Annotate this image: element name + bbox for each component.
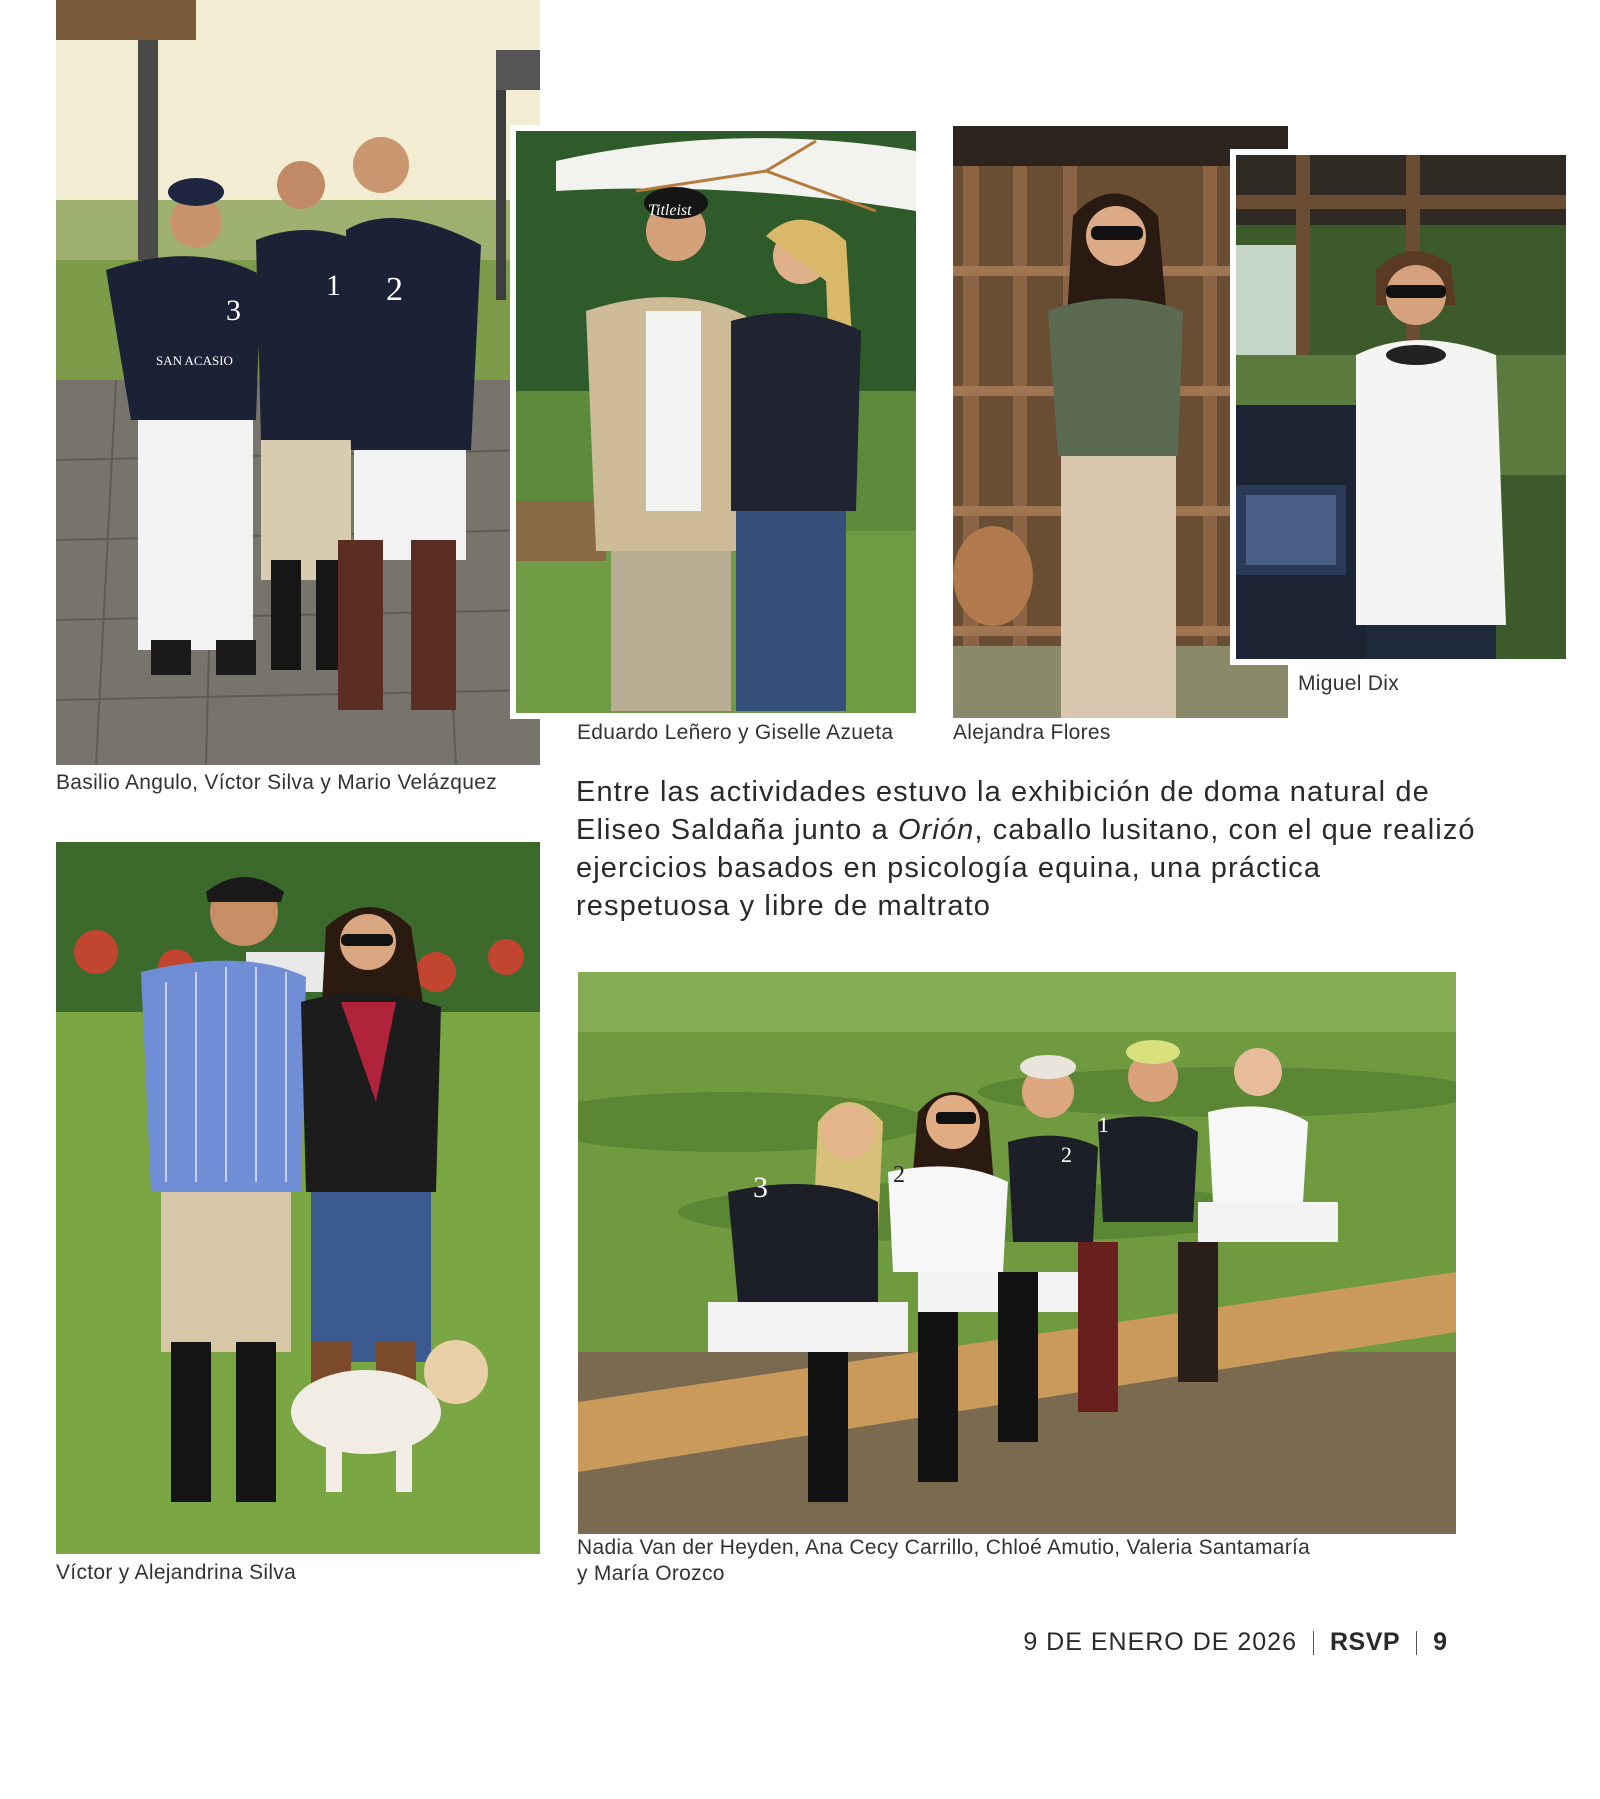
issue-date: 9 DE ENERO DE 2026 xyxy=(1023,1628,1297,1656)
caption-eduardo: Eduardo Leñero y Giselle Azueta xyxy=(577,721,894,744)
footer-divider xyxy=(1313,1631,1314,1655)
photo-five-women xyxy=(578,972,1456,1534)
cap-brand: Titleist xyxy=(648,202,692,219)
svg-text:2: 2 xyxy=(893,1162,905,1188)
magazine-brand: RSVP xyxy=(1330,1628,1401,1656)
photo-couple-with-dog xyxy=(56,842,540,1554)
page-footer xyxy=(1023,1628,1448,1657)
photo-polo-players-trio xyxy=(56,0,540,765)
jersey-number: 3 xyxy=(226,294,241,327)
caption-alejandra: Alejandra Flores xyxy=(953,721,1111,744)
photo-dj xyxy=(1236,155,1566,659)
svg-text:2: 2 xyxy=(386,271,403,308)
caption-nadia: Nadia Van der Heyden, Ana Cecy Carrillo, Chloé Amutio, Valeria Santamaría y María Orozco xyxy=(577,1536,1311,1585)
caption-miguel: Miguel Dix xyxy=(1298,672,1400,695)
svg-text:2: 2 xyxy=(1061,1142,1072,1167)
caption-victor: Víctor y Alejandrina Silva xyxy=(56,1561,297,1584)
photo-couple-umbrella xyxy=(516,131,916,713)
caption-basilio: Basilio Angulo, Víctor Silva y Mario Velázquez xyxy=(56,771,498,794)
page-number: 9 xyxy=(1433,1628,1448,1656)
svg-text:SAN ACASIO: SAN ACASIO xyxy=(156,353,233,368)
svg-text:1: 1 xyxy=(1098,1112,1109,1137)
horse-name: Orión xyxy=(897,814,975,846)
footer-divider xyxy=(1416,1631,1417,1655)
svg-text:3: 3 xyxy=(753,1171,768,1204)
svg-text:1: 1 xyxy=(326,269,341,302)
body-paragraph: Entre las actividades estuvo la exhibición de doma natural de Eliseo Saldaña junto a Orión, caballo lusitano, con el que realizó ejercicios basados en psicología equina, una práctica respetuosa y libre de maltrato xyxy=(576,776,1476,922)
